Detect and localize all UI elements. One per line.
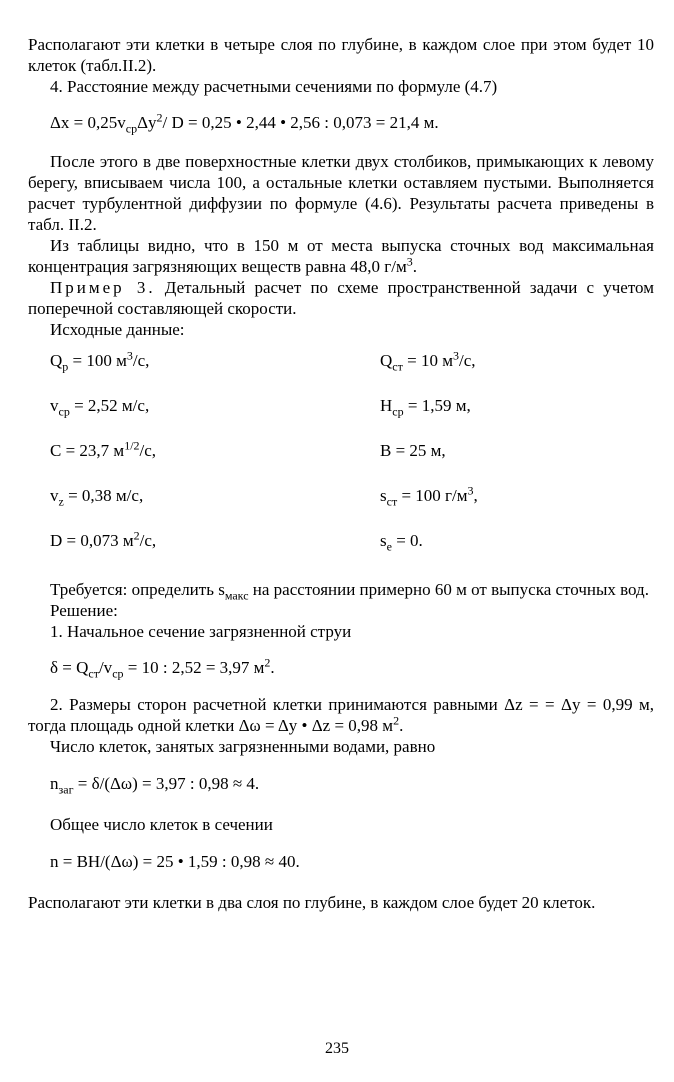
param-diffusion-d: D = 0,073 $м^2/с$,	[50, 528, 157, 550]
paragraph-step-1: 1. Начальное сечение загрязненной струи	[50, 622, 352, 641]
param-s-e: $s_e = 0$.	[380, 531, 423, 554]
paragraph-continuation: Располагают эти клетки в четыре слоя по глубине, в каждом слое при этом будет 10 клеток (табл.II.2).	[28, 35, 654, 75]
paragraph-total-cells: Общее число клеток в сечении	[50, 815, 273, 834]
paragraph-step-4: 4. Расстояние между расчетными сечениями по формуле (4.7)	[50, 77, 498, 96]
param-s-wastewater: $s_{ст} = 100$ $г/м^3$,	[380, 483, 478, 509]
paragraph-step-2: 2. Размеры сторон расчетной клетки принимаются равными Δz = = Δy = 0,99 м, тогда площадь одной клетки Δω = Δy • Δz = 0,98 $м^2$.	[28, 695, 654, 735]
paragraph-input-data: Исходные данные:	[50, 320, 185, 339]
param-h-mean: $H_{ср} = 1,59$ м,	[380, 396, 471, 419]
formula-n-polluted: $n_{заг} = \delta/(\Delta\omega) = 3,97$ : 0,98 ≈ 4.	[50, 774, 260, 797]
input-data-grid	[28, 350, 654, 575]
example-heading: Пример 3.	[50, 278, 156, 297]
formula-delta: $\delta = Q_{ст}/v_{ср} = 10$ : 2,52 = 3,97 $м^2$.	[50, 655, 275, 681]
param-q-river: $Q_p = 100$ $м^3/с$,	[50, 348, 150, 374]
paragraph-required: Требуется: определить $s_{макс}$ на расстоянии примерно 60 м от выпуска сточных вод.	[50, 580, 649, 603]
param-q-wastewater: $Q_{ст} = 10$ $м^3/с$,	[380, 348, 476, 374]
param-width-b: B = 25 м,	[380, 441, 446, 460]
formula-n-total: n = BH/(Δω) = 25 • 1,59 : 0,98 ≈ 40.	[50, 852, 300, 871]
paragraph-polluted-cells: Число клеток, занятых загрязненными водами, равно	[50, 737, 436, 756]
param-v-mean: $v_{ср} = 2,52$ м/с,	[50, 396, 150, 419]
param-chezy-c: C = 23,7 $м^{1/2}/с$,	[50, 438, 157, 460]
paragraph-example-3: Пример 3. Детальный расчет по схеме пространственной задачи с учетом поперечной составляющей скорости.	[28, 278, 654, 318]
page-number: 235	[325, 1040, 349, 1057]
param-v-z: $v_z = 0,38$ м/с,	[50, 486, 144, 509]
paragraph-cells-fill: После этого в две поверхностные клетки двух столбиков, примыкающих к левому берегу, вписываем числа 100, а остальные клетки оставляем пустыми. Выполняется расчет турбулентной диффузии по формуле (4.6). Результаты расчета приведены в табл. II.2.	[28, 152, 654, 234]
page-body	[28, 34, 654, 913]
paragraph-max-concentration: Из таблицы видно, что в 150 м от места выпуска сточных вод максимальная концентрация загрязняющих веществ равна 48,0 $г/м^3$.	[28, 236, 654, 276]
formula-delta-x: $\Delta x = 0,25v_{ср}\Delta y^2/$ D = 0,25 • 2,44 • 2,56 : 0,073 = 21,4 м.	[50, 110, 439, 136]
paragraph-solution-heading: Решение:	[50, 601, 118, 620]
paragraph-layers: Располагают эти клетки в два слоя по глубине, в каждом слое будет 20 клеток.	[28, 893, 596, 912]
